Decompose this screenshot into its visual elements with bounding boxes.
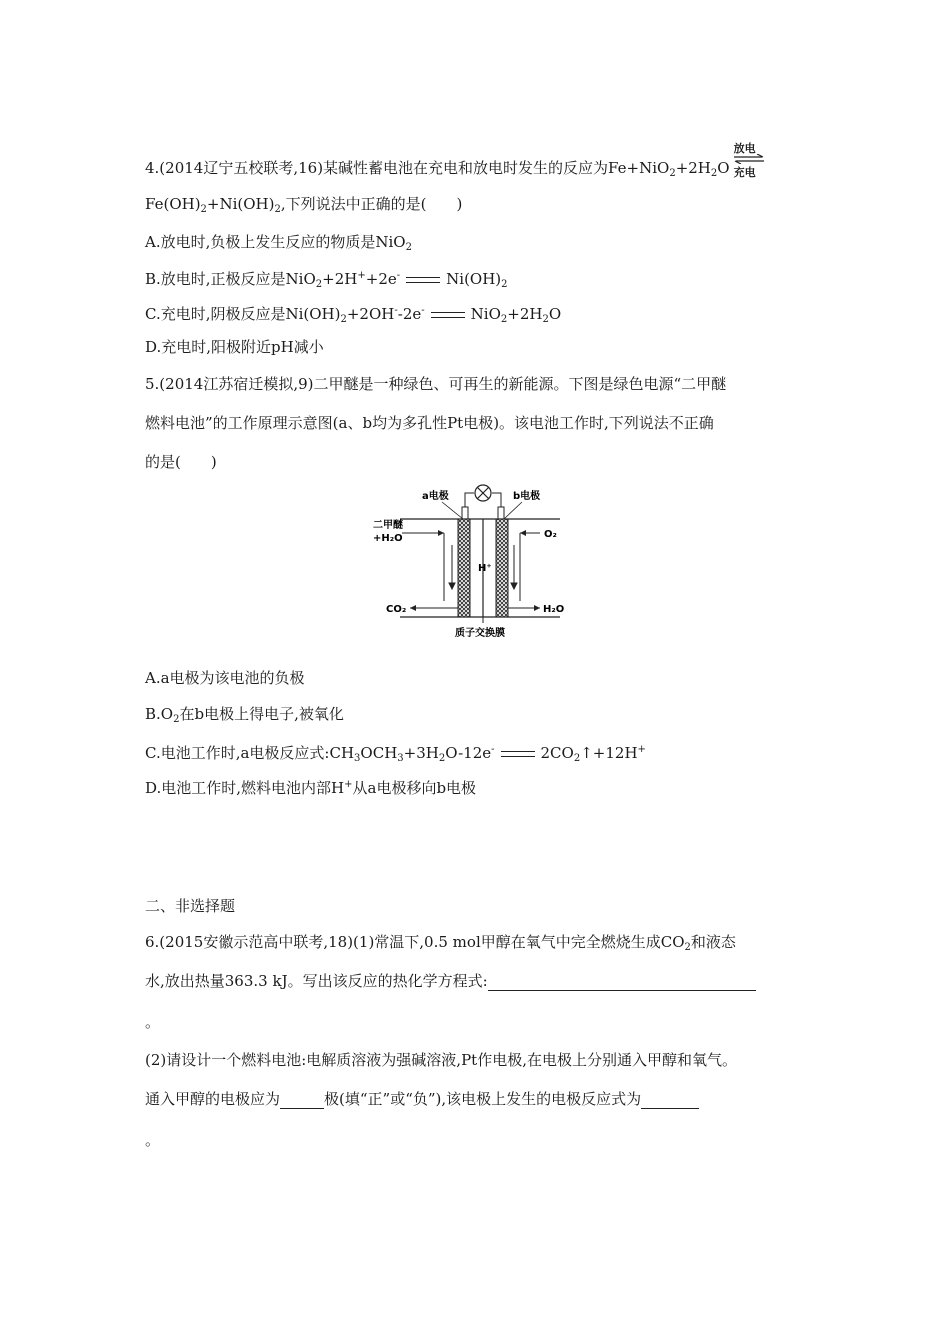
option-text: C.电池工作时,a电极反应式:CH xyxy=(145,744,355,762)
superscript: - xyxy=(396,270,401,281)
option-text: ↑+12H xyxy=(580,744,638,762)
reversible-arrow xyxy=(732,143,766,179)
co2-outlet-arrow-icon xyxy=(410,605,416,611)
subscript: 2 xyxy=(274,204,281,215)
section-title-text: 二、非选择题 xyxy=(145,897,236,915)
superscript: - xyxy=(421,305,425,316)
fuel-inlet-arrow-icon xyxy=(438,530,444,536)
superscript: - xyxy=(394,305,398,316)
q4-text: +2H xyxy=(675,159,711,177)
q5-option-a xyxy=(145,668,305,688)
q6-line2 xyxy=(145,971,756,991)
q4-option-a xyxy=(145,232,412,258)
option-text: 从a电极移向b电极 xyxy=(352,779,477,797)
answer-blank-equation[interactable] xyxy=(488,974,756,991)
option-text: +2e xyxy=(365,270,397,288)
answer-blank-electrode[interactable] xyxy=(280,1092,324,1109)
q4-stem-line2 xyxy=(145,194,462,220)
arrow-label-discharge: 放电 xyxy=(733,142,756,155)
label-proton-membrane: 质子交换膜 xyxy=(455,628,505,639)
q6-line3 xyxy=(145,1012,160,1032)
subscript: 2 xyxy=(200,204,207,215)
option-text: +3H xyxy=(403,744,439,762)
option-text: 在b电极上得电子,被氧化 xyxy=(179,705,344,723)
q6-text: 和液态 xyxy=(690,933,736,951)
q5-option-b xyxy=(145,704,344,730)
label-a-electrode: a电极 xyxy=(422,491,449,502)
superscript: + xyxy=(344,779,353,790)
q6-text: 。 xyxy=(145,1013,161,1031)
option-text: A.放电时,负极上发生反应的物质是NiO xyxy=(145,233,406,251)
q6-text: (2)请设计一个燃料电池:电解质溶液为强碱溶液,Pt作电极,在电极上分别通入甲醇和氧气。 xyxy=(145,1051,737,1069)
q4-stem-line1 xyxy=(145,143,766,184)
label-o2: O₂ xyxy=(544,529,557,540)
pointer-b xyxy=(504,502,522,519)
equals-sign xyxy=(406,277,440,283)
superscript: + xyxy=(637,744,646,755)
subscript: 2 xyxy=(173,714,180,725)
q5-text: 5.(2014江苏宿迁模拟,9)二甲醚是一种绿色、可再生的新能源。下图是绿色电源“二甲醚 xyxy=(145,375,727,393)
option-text: B.放电时,正极反应是NiO xyxy=(145,270,316,288)
q6-text: 水,放出热量363.3 kJ。写出该反应的热化学方程式: xyxy=(145,972,488,990)
option-text: 2CO xyxy=(540,744,574,762)
q4-text: O xyxy=(717,159,730,177)
q5-stem-line2 xyxy=(145,413,714,433)
wire-right xyxy=(492,493,501,507)
option-text: NiO xyxy=(470,305,501,323)
equals-sign xyxy=(431,312,465,318)
subscript: 2 xyxy=(573,753,581,764)
subscript: 2 xyxy=(669,168,676,179)
q4-option-b xyxy=(145,266,508,295)
q5-text: 燃料电池”的工作原理示意图(a、b均为多孔性Pt电极)。该电池工作时,下列说法不正确 xyxy=(145,414,714,432)
subscript: 2 xyxy=(684,942,691,953)
option-text: O xyxy=(548,305,562,323)
q6-text: 。 xyxy=(145,1131,161,1149)
q6-text: 6.(2015安徽示范高中联考,18)(1)常温下,0.5 mol甲醇在氧气中完全燃烧生成CO xyxy=(145,933,685,951)
q5-option-d xyxy=(145,775,476,798)
subscript: 2 xyxy=(501,279,508,290)
subscript: 3 xyxy=(354,753,361,764)
q6-line5 xyxy=(145,1089,699,1109)
option-text: +2H xyxy=(507,305,543,323)
label-h-plus: H⁺ xyxy=(478,563,492,574)
q6-line1 xyxy=(145,932,736,958)
option-text: D.电池工作时,燃料电池内部H xyxy=(145,779,345,797)
q4-text: Fe(OH) xyxy=(145,195,201,213)
q5-option-c xyxy=(145,740,646,769)
option-text: +2OH xyxy=(346,305,395,323)
q4-text: +Ni(OH) xyxy=(206,195,275,213)
wire-left xyxy=(465,493,474,507)
pointer-a xyxy=(442,502,463,519)
q6-text: 极(填“正”或“负”),该电极上发生的电极反应式为 xyxy=(324,1090,642,1108)
label-co2: CO₂ xyxy=(386,604,407,615)
subscript: 2 xyxy=(315,279,323,290)
q4-option-d xyxy=(145,337,324,357)
subscript: 2 xyxy=(438,753,446,764)
label-dme-water: +H₂O xyxy=(373,533,403,544)
electrode-b xyxy=(496,519,508,617)
answer-blank-electrode-reaction[interactable] xyxy=(641,1092,699,1109)
electrode-a xyxy=(458,519,470,617)
fuel-cell-diagram xyxy=(370,483,580,643)
subscript: 2 xyxy=(500,314,508,325)
terminal-a xyxy=(462,507,468,519)
subscript: 2 xyxy=(340,314,347,325)
option-text: OCH xyxy=(360,744,398,762)
option-text: D.充电时,阳极附近pH减小 xyxy=(145,338,324,356)
lamp-icon xyxy=(475,485,491,501)
q4-text: 4.(2014辽宁五校联考,16)某碱性蓄电池在充电和放电时发生的反应为Fe+NiO xyxy=(145,159,670,177)
label-h2o: H₂O xyxy=(543,604,565,615)
h2o-outlet-arrow-icon xyxy=(534,605,540,611)
option-text: A.a电极为该电池的负极 xyxy=(145,669,305,687)
subscript: 2 xyxy=(710,168,718,179)
option-text: Ni(OH) xyxy=(446,270,502,288)
option-text: B.O xyxy=(145,705,174,723)
q4-option-c xyxy=(145,301,561,330)
label-dme: 二甲醚 xyxy=(373,520,403,531)
q6-line6 xyxy=(145,1130,160,1150)
q5-stem-line3 xyxy=(145,452,217,472)
terminal-b xyxy=(498,507,504,519)
label-b-electrode: b电极 xyxy=(513,491,541,502)
o2-inlet-arrow-icon xyxy=(520,530,526,536)
q5-text: 的是( ) xyxy=(145,453,217,471)
subscript: 2 xyxy=(405,242,412,253)
option-text: O-12e xyxy=(445,744,492,762)
subscript: 3 xyxy=(397,753,404,764)
arrow-label-charge: 充电 xyxy=(733,166,756,179)
subscript: 2 xyxy=(542,314,549,325)
q6-line4 xyxy=(145,1050,737,1070)
option-text: +2H xyxy=(322,270,358,288)
equals-sign xyxy=(501,751,535,757)
section-title xyxy=(145,896,235,916)
q5-stem-line1 xyxy=(145,374,726,394)
superscript: - xyxy=(491,744,495,755)
option-text: -2e xyxy=(397,305,422,323)
superscript: + xyxy=(357,270,366,281)
q4-text: ,下列说法中正确的是( ) xyxy=(280,195,463,213)
option-text: C.充电时,阴极反应是Ni(OH) xyxy=(145,305,341,323)
q6-text: 通入甲醇的电极应为 xyxy=(145,1090,281,1108)
